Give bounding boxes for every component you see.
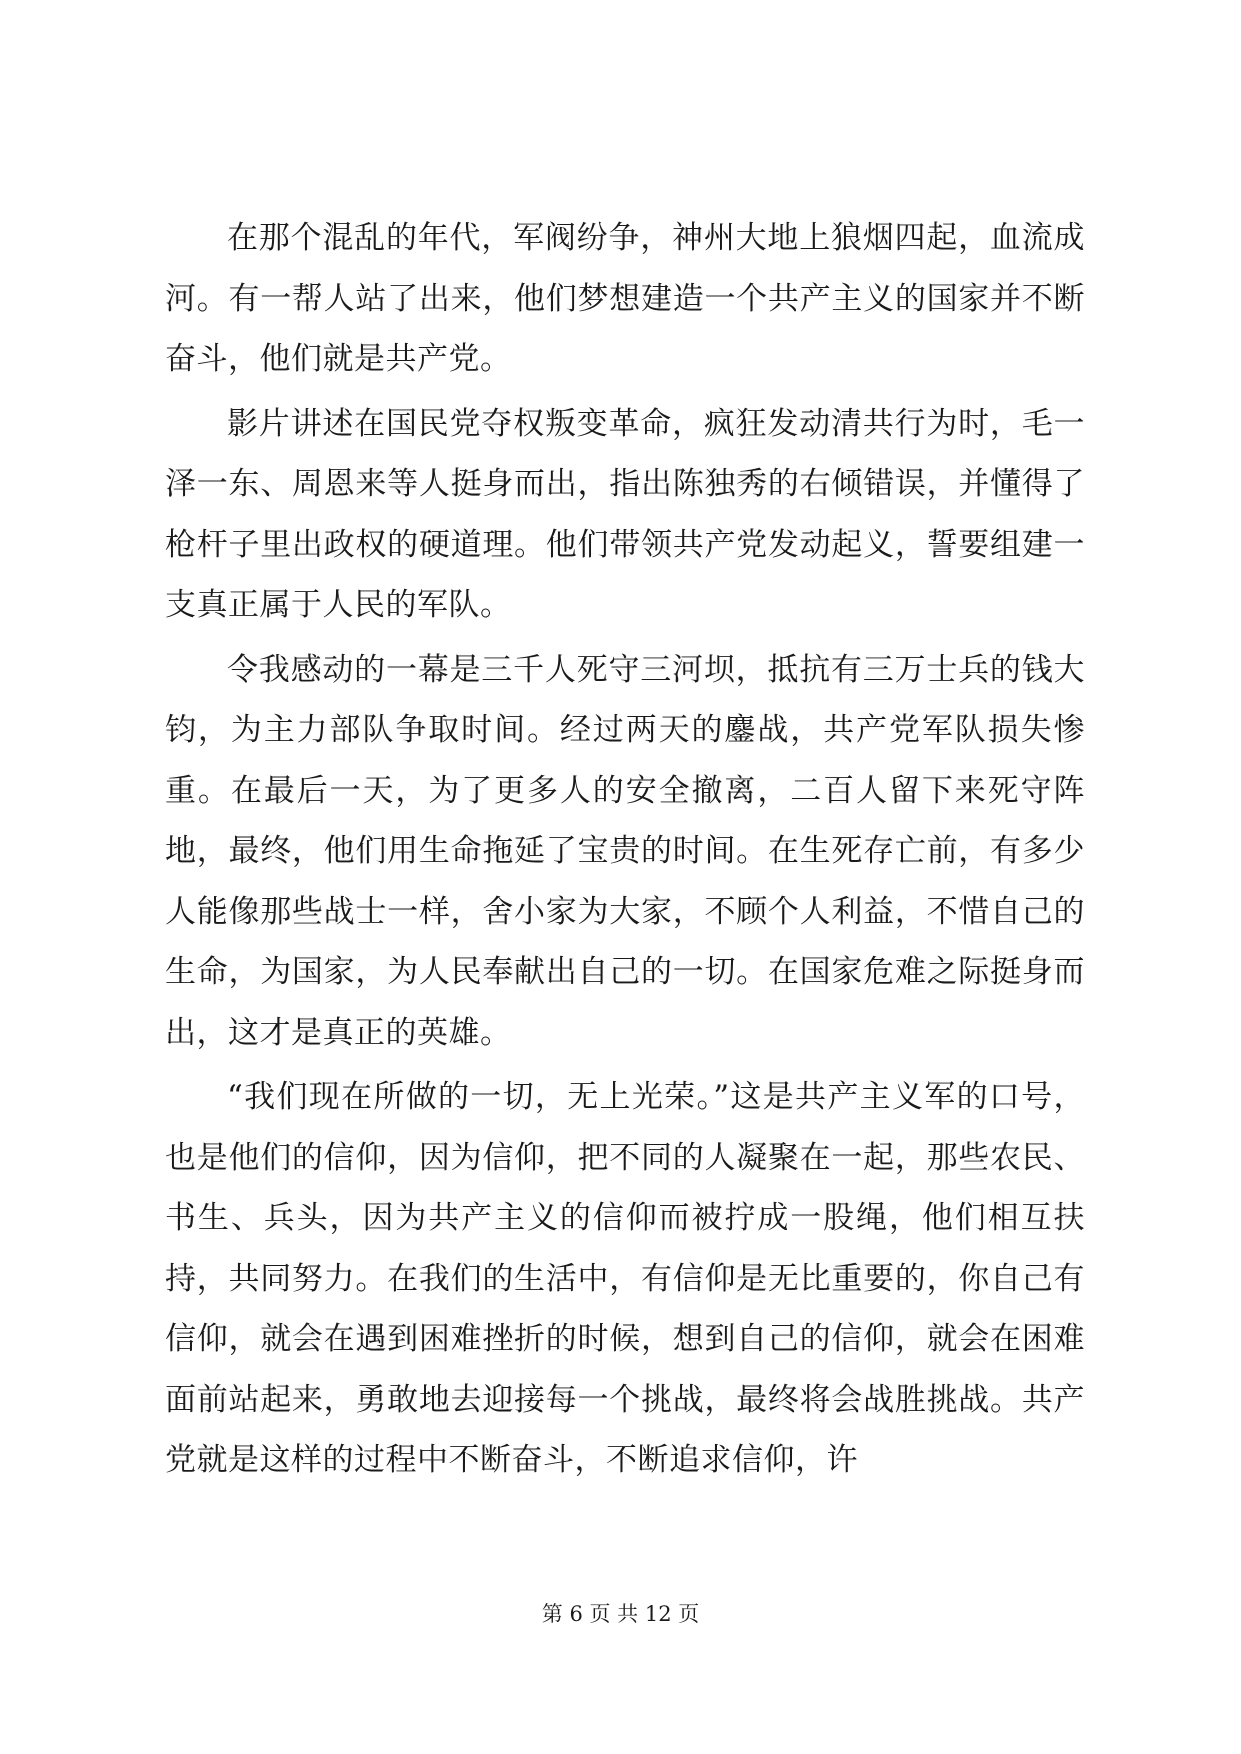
paragraph-2: 影片讲述在国民党夺权叛变革命，疯狂发动清共行为时，毛一泽一东、周恩来等人挺身而出，指出陈独秀的右倾错误，并懂得了枪杆子里出政权的硬道理。他们带领共产党发动起义，誓要组建一支真正属于人民的军队。	[165, 405, 1085, 623]
page-number-footer: 第 6 页 共 12 页	[541, 1602, 700, 1626]
document-body	[165, 208, 1085, 1495]
paragraph-4: “我们现在所做的一切，无上光荣。”这是共产主义军的口号，也是他们的信仰，因为信仰，把不同的人凝聚在一起，那些农民、书生、兵头，因为共产主义的信仰而被拧成一股绳，他们相互扶持，共同努力。在我们的生活中，有信仰是无比重要的，你自己有信仰，就会在遇到困难挫折的时候，想到自己的信仰，就会在困难面前站起来，勇敢地去迎接每一个挑战，最终将会战胜挑战。共产党就是这样的过程中不断奋斗，不断追求信仰，许	[165, 1079, 1085, 1478]
paragraph-1: 在那个混乱的年代，军阀纷争，神州大地上狼烟四起，血流成河。有一帮人站了出来，他们梦想建造一个共产主义的国家并不断奋斗，他们就是共产党。	[165, 220, 1085, 377]
paragraph-3: 令我感动的一幕是三千人死守三河坝，抵抗有三万士兵的钱大钧，为主力部队争取时间。经过两天的鏖战，共产党军队损失惨重。在最后一天，为了更多人的安全撤离，二百人留下来死守阵地，最终，他们用生命拖延了宝贵的时间。在生死存亡前，有多少人能像那些战士一样，舍小家为大家，不顾个人利益，不惜自己的生命，为国家，为人民奉献出自己的一切。在国家危难之际挺身而出，这才是真正的英雄。	[165, 651, 1085, 1051]
